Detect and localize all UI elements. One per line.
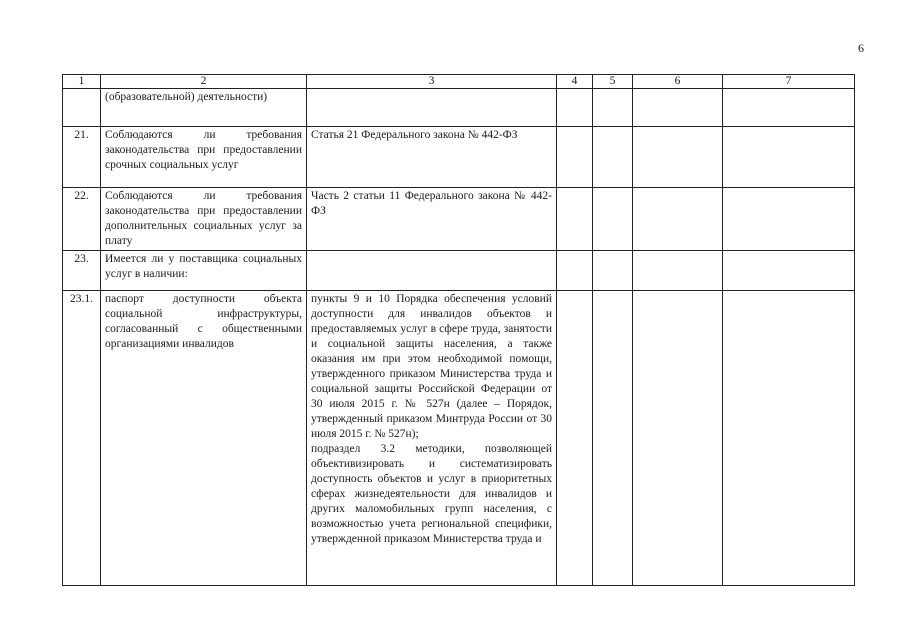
column-number: 2 (101, 75, 307, 89)
requirement-text: Соблюдаются ли требования законодательства при предоставлении срочных социальных услуг (101, 127, 307, 188)
table-row (63, 251, 855, 291)
empty-cell (593, 188, 633, 251)
legal-basis (307, 291, 557, 586)
item-number: 23.1. (63, 291, 101, 586)
empty-cell (593, 127, 633, 188)
empty-cell (633, 127, 723, 188)
column-number: 3 (307, 75, 557, 89)
legal-basis (307, 89, 557, 127)
empty-cell (633, 188, 723, 251)
empty-cell (593, 251, 633, 291)
column-number: 5 (593, 75, 633, 89)
column-number-row (63, 75, 855, 89)
empty-cell (593, 89, 633, 127)
column-number: 7 (723, 75, 855, 89)
requirement-text: Соблюдаются ли требования законодательства при предоставлении дополнительных социальных услуг за плату (101, 188, 307, 251)
item-number (63, 89, 101, 127)
legal-basis-paragraph: подраздел 3.2 методики, позволяющей объективизировать и систематизировать доступность объектов и услуг в приоритетных сферах жизнедеятельности для инвалидов и других маломобильных групп населения, с возможностью учета региональной специфики, утвержденной приказом Министерства труда и (311, 443, 552, 545)
legal-basis-paragraph: пункты 9 и 10 Порядка обеспечения условий доступности для инвалидов объектов и предоставляемых услуг в сфере труда, занятости и социальной защиты населения, а также оказания им при этом необходимой помощи, утвержденного приказом Министерства труда и социальной защиты Российской Федерации от 30 июля 2015 г. № 527н (далее – Порядок, утвержденный приказом Минтруда России от 30 июля 2015 г. № 527н); (311, 293, 552, 440)
empty-cell (557, 89, 593, 127)
table-row (63, 89, 855, 127)
table-row (63, 291, 855, 586)
empty-cell (633, 89, 723, 127)
empty-cell (633, 251, 723, 291)
legal-basis: Часть 2 статьи 11 Федерального закона № 442-ФЗ (307, 188, 557, 251)
empty-cell (557, 188, 593, 251)
page-number: 6 (858, 41, 864, 55)
requirement-text: паспорт доступности объекта социальной инфраструктуры, согласованный с общественными организациями инвалидов (101, 291, 307, 586)
item-number: 23. (63, 251, 101, 291)
item-number: 22. (63, 188, 101, 251)
empty-cell (723, 251, 855, 291)
empty-cell (723, 188, 855, 251)
table-row (63, 188, 855, 251)
column-number: 1 (63, 75, 101, 89)
table-row (63, 127, 855, 188)
legal-basis: Статья 21 Федерального закона № 442-ФЗ (307, 127, 557, 188)
empty-cell (633, 291, 723, 586)
empty-cell (557, 251, 593, 291)
empty-cell (723, 291, 855, 586)
column-number: 6 (633, 75, 723, 89)
empty-cell (723, 127, 855, 188)
item-number: 21. (63, 127, 101, 188)
empty-cell (557, 291, 593, 586)
legal-basis (307, 251, 557, 291)
empty-cell (723, 89, 855, 127)
requirement-text: (образовательной) деятельности) (101, 89, 307, 127)
inspection-checklist-table (62, 74, 855, 586)
empty-cell (593, 291, 633, 586)
requirement-text: Имеется ли у поставщика социальных услуг в наличии: (101, 251, 307, 291)
column-number: 4 (557, 75, 593, 89)
empty-cell (557, 127, 593, 188)
